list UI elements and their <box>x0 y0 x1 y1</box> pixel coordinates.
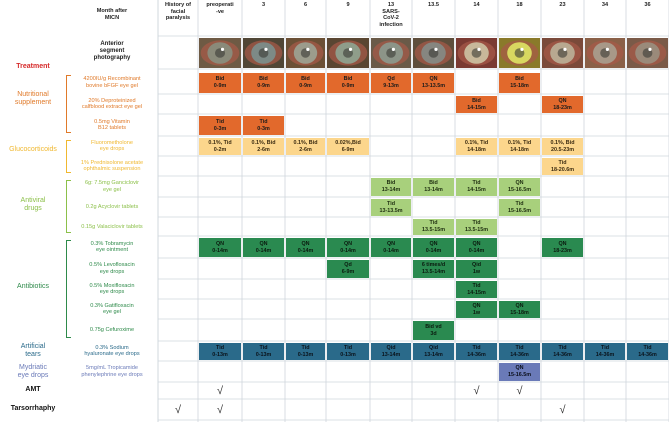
regimen-cell-fml: 0.1%, Bid 2-6m <box>243 138 284 155</box>
column-header-col-23: 23 <box>559 2 566 8</box>
regimen-cell-tobra: QN 0-14m <box>199 238 241 257</box>
column-header-col-6: 6 <box>303 2 308 8</box>
group-label-amt: AMT <box>25 386 41 393</box>
regimen-cell-cefu: Bid vd 3d <box>413 321 454 340</box>
group-label-tarsorrhaphy: Tarsorrhaphy <box>10 405 56 412</box>
drug-label-fml: Fluorometholone eye drops <box>91 139 133 153</box>
regimen-cell-b12: Tid 0-3m <box>243 116 284 135</box>
drug-label-pred: 1% Prednisolone acetate ophthalmic suspension <box>80 159 144 173</box>
drug-label-gati: 0.3% Gatifloxacin eye gel <box>90 302 134 316</box>
regimen-cell-bfgf: QN 13-13.5m <box>413 73 454 93</box>
group-label-antiviral: Antiviral drugs <box>20 197 46 212</box>
regimen-cell-gati: QN 15-18m <box>499 301 540 318</box>
regimen-cell-hyal: Tid 14-36m <box>542 343 583 360</box>
check-mark-tars: √ <box>174 403 182 416</box>
regimen-cell-calfblood: QN 18-23m <box>542 96 583 113</box>
group-label-treatment: Treatment <box>16 63 50 70</box>
regimen-cell-gcv: Tid 14-15m <box>456 178 497 196</box>
drug-label-tropi: 5mg/mL Tropicamide phenylephrine eye drops <box>81 365 143 378</box>
regimen-cell-fml: 0.1%, Tid 0-2m <box>199 138 241 155</box>
group-label-artificial: Artificial tears <box>20 343 46 358</box>
regimen-cell-hyal: Tid 0-13m <box>327 343 369 360</box>
drug-label-calfblood: 20% Deproteinized calfblood extract eye gel <box>81 97 143 111</box>
drug-label-hyal: 0.3% Sodium hyaluronate eye drops <box>84 344 140 358</box>
anterior-segment-photo <box>286 38 325 68</box>
check-mark-tars: √ <box>559 403 566 416</box>
regimen-cell-levo: Qd 6-9m <box>327 260 369 278</box>
drug-label-moxi: 0.5% Moxifloxacin eye drops <box>89 282 135 296</box>
regimen-cell-b12: Tid 0-3m <box>199 116 241 135</box>
group-label-mydriatic: Mydriatic eye drops <box>17 364 49 379</box>
column-header-col-36: 36 <box>644 2 651 8</box>
photo-row-label: Anterior segment photography <box>93 41 131 61</box>
regimen-cell-tobra: QN 0-14m <box>286 238 325 257</box>
regimen-cell-tobra: QN 0-14m <box>371 238 411 257</box>
regimen-cell-bfgf: Bid 0-9m <box>327 73 369 93</box>
anterior-segment-photo <box>456 38 497 68</box>
group-label-antibiotics: Antibiotics <box>17 283 49 290</box>
anterior-segment-photo <box>542 38 583 68</box>
regimen-cell-tobra: QN 0-14m <box>413 238 454 257</box>
regimen-cell-hyal: Tid 14-36m <box>585 343 625 360</box>
column-header-col-month-label: Month after MICN <box>96 8 128 21</box>
anterior-segment-photo <box>371 38 411 68</box>
regimen-cell-tobra: QN 0-14m <box>327 238 369 257</box>
regimen-cell-gcv: Bid 13-14m <box>413 178 454 196</box>
check-mark-amt: √ <box>516 384 523 397</box>
regimen-cell-tropi: QN 15-16.5m <box>499 363 540 381</box>
regimen-cell-bfgf: Bid 0-9m <box>243 73 284 93</box>
anterior-segment-photo <box>627 38 668 68</box>
regimen-cell-hyal: Qid 13-14m <box>413 343 454 360</box>
anterior-segment-photo <box>199 38 241 68</box>
regimen-cell-hyal: Tid 0-13m <box>286 343 325 360</box>
column-header-col-history: History of facial paralysis <box>164 2 192 22</box>
regimen-cell-levo: Qid 1w <box>456 260 497 278</box>
regimen-cell-acv: Tid 13-13.5m <box>371 199 411 216</box>
column-header-col-13: 13 SARS- CoV-2 infection <box>379 2 403 28</box>
drug-label-cefu: 0.75g Cefuroxime <box>89 327 135 334</box>
regimen-cell-hyal: Tid 14-36m <box>499 343 540 360</box>
regimen-cell-tobra: QN 0-14m <box>243 238 284 257</box>
regimen-cell-tobra: QN 0-14m <box>456 238 497 257</box>
regimen-cell-bfgf: Qd 9-13m <box>371 73 411 93</box>
regimen-cell-vcv: Tid 13.5-15m <box>413 219 454 235</box>
column-header-col-3: 3 <box>261 2 266 8</box>
drug-label-bfgf: 4200IU/g Recombinant bovine bFGF eye gel <box>83 76 141 89</box>
column-header-col-18: 18 <box>516 2 523 8</box>
regimen-cell-moxi: Tid 14-15m <box>456 281 497 298</box>
regimen-cell-fml: 0.1%, Bid 20.5-23m <box>542 138 583 155</box>
regimen-cell-bfgf: Bid 15-18m <box>499 73 540 93</box>
column-header-col-9: 9 <box>346 2 350 8</box>
column-header-col-14: 14 <box>473 2 480 8</box>
drug-label-gcv: 6g: 7.5mg Ganciclovir eye gel <box>84 180 140 193</box>
regimen-cell-acv: Tid 15-16.5m <box>499 199 540 216</box>
drug-label-levo: 0.5% Levofloxacin eye drops <box>89 262 135 275</box>
regimen-cell-bfgf: Bid 0-9m <box>199 73 241 93</box>
regimen-cell-calfblood: Bid 14-15m <box>456 96 497 113</box>
check-mark-amt: √ <box>216 384 224 397</box>
column-header-col-34: 34 <box>601 2 609 8</box>
regimen-cell-pred: Tid 18-20.6m <box>542 158 583 175</box>
regimen-cell-bfgf: Bid 0-9m <box>286 73 325 93</box>
regimen-cell-tobra: QN 18-23m <box>542 238 583 257</box>
drug-label-vcv: 0.15g Valaciclovir tablets <box>81 223 143 230</box>
anterior-segment-photo <box>499 38 540 68</box>
check-mark-amt: √ <box>473 384 480 397</box>
regimen-cell-fml: 0.1%, Bid 2-6m <box>286 138 325 155</box>
drug-label-acv: 0.2g Acyclovir tablets <box>85 204 139 211</box>
check-mark-tars: √ <box>216 403 224 416</box>
regimen-cell-levo: 6 times/d 13.5-14m <box>413 260 454 278</box>
drug-label-tobra: 0.3% Tobramycin eye ointment <box>90 240 134 254</box>
regimen-cell-gcv: QN 15-16.5m <box>499 178 540 196</box>
regimen-cell-gati: QN 1w <box>456 301 497 318</box>
regimen-cell-hyal: Tid 0-13m <box>243 343 284 360</box>
regimen-cell-hyal: Tid 0-13m <box>199 343 241 360</box>
regimen-cell-fml: 0.02%,Bid 6-9m <box>327 138 369 155</box>
regimen-cell-fml: 0.1%, Tid 14-18m <box>456 138 497 155</box>
regimen-cell-hyal: Tid 14-36m <box>456 343 497 360</box>
drug-label-b12: 0.5mg Vitamin B12 tablets <box>94 118 130 132</box>
regimen-cell-gcv: Bid 13-14m <box>371 178 411 196</box>
anterior-segment-photo <box>413 38 454 68</box>
column-header-col-13-5: 13.5 <box>428 2 439 8</box>
anterior-segment-photo <box>327 38 369 68</box>
regimen-cell-hyal: Qid 13-14m <box>371 343 411 360</box>
regimen-cell-hyal: Tid 14-36m <box>627 343 668 360</box>
column-header-col-preop: preoperati -ve <box>206 2 234 15</box>
anterior-segment-photo <box>585 38 625 68</box>
regimen-cell-fml: 0.1%, Tid 14-18m <box>499 138 540 155</box>
regimen-cell-vcv: Tid 13.5-15m <box>456 219 497 235</box>
group-label-glucocorticoids: Glucocorticoids <box>9 146 57 153</box>
group-label-nutritional: Nutritional supplement <box>14 91 52 106</box>
anterior-segment-photo <box>243 38 284 68</box>
